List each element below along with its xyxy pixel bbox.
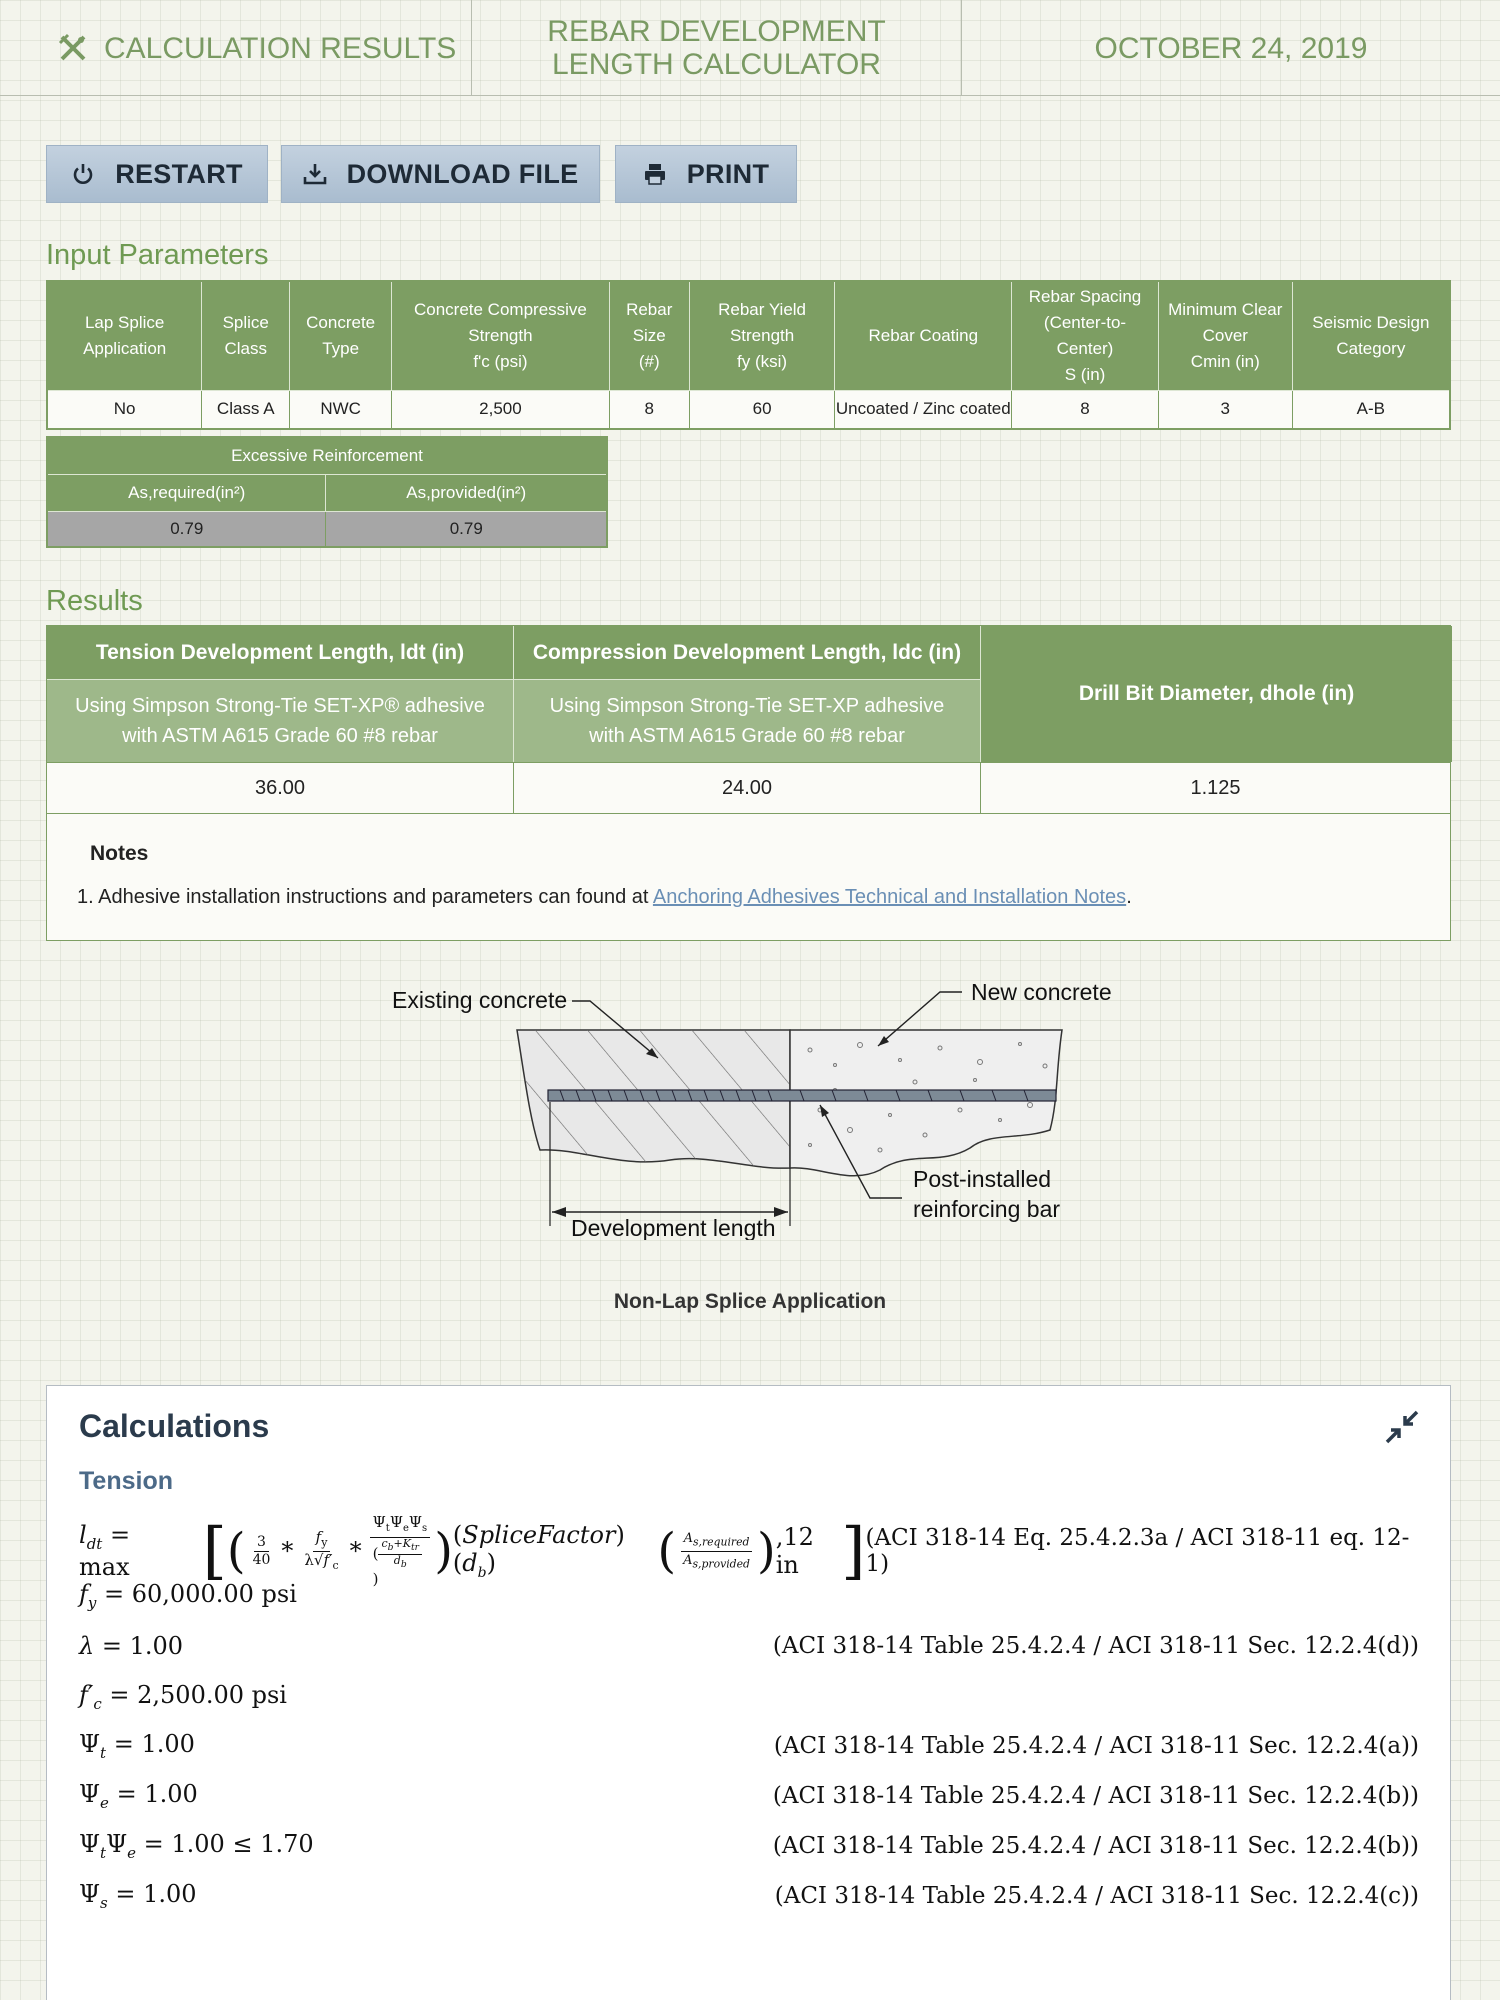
results-panel (46, 625, 1451, 941)
cell-splice-class: Class A (202, 391, 290, 429)
calc-row-psi-t: $\Psi_t = 1.00$ (ACI 318-14 Table 25.4.2.4 / ACI 318-11 Sec. 12.2.4(a)) (79, 1730, 1419, 1762)
cell-concrete-strength: 2,500 (392, 391, 610, 429)
calc-fc-value: 2,500.00 psi (137, 1681, 287, 1710)
existing-concrete-label: Existing concrete (392, 987, 568, 1013)
input-parameters-table (46, 280, 1451, 430)
calc-psi-s-value: 1.00 (143, 1880, 197, 1909)
calc-row-fy: $f_y = 60,000.00$ psi (79, 1580, 297, 1612)
table-row (47, 511, 607, 547)
calc-row-fc: $f'_c = 2,500.00$ psi (79, 1681, 287, 1713)
header-title-line2: LENGTH CALCULATOR (552, 48, 881, 81)
cell-rebar-coating: Uncoated / Zinc coated (835, 391, 1012, 429)
new-concrete-label: New concrete (971, 979, 1112, 1005)
calculations-subtitle: Tension (79, 1467, 173, 1495)
col-concrete-strength-label: Concrete Compressive Strength (413, 300, 587, 345)
col-as-provided: As,provided(in²) (326, 474, 607, 511)
main-equation-tail: ,12 in (775, 1523, 814, 1579)
col-seismic: Seismic Design Category (1292, 281, 1450, 391)
print-label: PRINT (686, 158, 770, 189)
calc-psi-t-value: 1.00 (141, 1730, 195, 1759)
restart-label: RESTART (115, 158, 243, 189)
new-concrete-block (790, 1030, 1062, 1176)
col-clear-cover-label: Minimum Clear Cover (1168, 300, 1283, 345)
input-parameters-title: Input Parameters (46, 239, 269, 271)
cell-rebar-size: 8 (609, 391, 689, 429)
col-rebar-size (609, 281, 689, 391)
calculations-title: Calculations (79, 1408, 270, 1444)
tension-header: Tension Development Length, ldt (in) (47, 626, 514, 679)
calc-row-lambda: λ = 1.00 (ACI 318-14 Table 25.4.2.4 / ACI 318-11 Sec. 12.2.4(d)) (79, 1632, 1419, 1660)
download-label: DOWNLOAD FILE (346, 158, 579, 189)
calc-psi-e-value: 1.00 (144, 1780, 198, 1809)
header-date: OCTOBER 24, 2019 (1094, 31, 1368, 65)
download-icon (303, 162, 327, 186)
cell-as-provided: 0.79 (326, 511, 607, 547)
col-rebar-spacing (1012, 281, 1159, 391)
header-section-label: CALCULATION RESULTS (104, 31, 457, 65)
calc-psi-e-ref: (ACI 318-14 Table 25.4.2.4 / ACI 318-11 Sec. 12.2.4(b)) (772, 1783, 1419, 1809)
calc-psi-te-ref: (ACI 318-14 Table 25.4.2.4 / ACI 318-11 Sec. 12.2.4(b)) (772, 1833, 1419, 1859)
col-yield-strength-label: Rebar Yield Strength (718, 300, 807, 345)
calc-row-psi-e: $\Psi_e = 1.00$ (ACI 318-14 Table 25.4.2.4 / ACI 318-11 Sec. 12.2.4(b)) (79, 1780, 1419, 1812)
header-section-cell (0, 0, 472, 96)
col-splice-class: Splice Class (202, 281, 290, 391)
page-header (0, 0, 1500, 96)
excessive-reinforcement-title: Excessive Reinforcement (47, 437, 607, 474)
col-as-required: As,required(in²) (47, 474, 326, 511)
calc-psi-s-ref: (ACI 318-14 Table 25.4.2.4 / ACI 318-11 Sec. 12.2.4(c)) (774, 1883, 1419, 1909)
col-clear-cover-symbol: Cmin (in) (1190, 352, 1260, 371)
calc-psi-t-ref: (ACI 318-14 Table 25.4.2.4 / ACI 318-11 Sec. 12.2.4(a)) (773, 1733, 1419, 1759)
excessive-reinforcement-table (46, 436, 608, 548)
col-concrete-type: Concrete Type (290, 281, 392, 391)
col-rebar-spacing-label: Rebar Spacing (Center-to-Center) (1028, 287, 1142, 358)
col-rebar-spacing-symbol: S (in) (1064, 365, 1106, 384)
col-yield-strength-symbol: fy (ksi) (737, 352, 788, 371)
development-length-label: Development length (571, 1215, 776, 1240)
drill-bit-header: Drill Bit Diameter, dhole (in) (981, 626, 1452, 762)
col-concrete-strength (392, 281, 610, 391)
tension-value: 36.00 (47, 762, 514, 814)
printer-icon (643, 162, 667, 186)
calc-lambda-ref: (ACI 318-14 Table 25.4.2.4 / ACI 318-11 Sec. 12.2.4(d)) (772, 1633, 1419, 1659)
tension-desc-line1: Using Simpson Strong-Tie SET-XP® adhesive (75, 695, 485, 717)
note-1-suffix: . (1126, 886, 1132, 908)
col-rebar-size-unit: (#) (638, 352, 660, 371)
compression-desc-line2: with ASTM A615 Grade 60 #8 rebar (589, 725, 905, 747)
cell-lap-splice: No (47, 391, 202, 429)
calculator-tools-icon (58, 33, 88, 63)
table-row (47, 391, 1450, 429)
col-clear-cover (1158, 281, 1292, 391)
calc-fy-value: 60,000.00 psi (131, 1580, 297, 1609)
restart-button[interactable] (46, 145, 268, 203)
anchoring-adhesives-link[interactable]: Anchoring Adhesives Technical and Installation Notes (652, 886, 1127, 908)
main-equation-ref: (ACI 318-14 Eq. 25.4.2.3a / ACI 318-11 eq. 12-1) (865, 1525, 1410, 1577)
tension-desc-line2: with ASTM A615 Grade 60 #8 rebar (122, 725, 438, 747)
download-file-button[interactable] (281, 145, 600, 203)
non-lap-splice-diagram (380, 970, 1120, 1240)
print-button[interactable] (615, 145, 797, 203)
main-equation: $l_{dt} = \max$ [ ( $\frac{3}{40}$ * $\frac{f_y}{\lambda√f'_c}$ * $\Psi_t\Psi_e\Psi_s$ ( $\frac{c_b+K_{tr}}{d_b}$ ) ) $(SpliceFactor)(d_b)$ ( $\frac{A_{s,required}}{A_{s,provided}}$ ) ,12 in ] (79, 1512, 866, 1589)
cell-rebar-spacing: 8 (1012, 391, 1159, 429)
calculations-panel (46, 1385, 1451, 2000)
drill-bit-value: 1.125 (981, 762, 1450, 814)
col-yield-strength (689, 281, 835, 391)
col-lap-splice: Lap Splice Application (47, 281, 202, 391)
results-title: Results (46, 585, 143, 617)
col-rebar-coating: Rebar Coating (835, 281, 1012, 391)
col-rebar-size-label: Rebar Size (626, 300, 673, 345)
calc-lambda-value: 1.00 (129, 1632, 184, 1660)
note-1 (77, 886, 1132, 909)
cell-clear-cover: 3 (1158, 391, 1292, 429)
compression-description (514, 679, 981, 762)
note-1-text: 1. Adhesive installation instructions and parameters can found at (77, 886, 653, 908)
compression-desc-line1: Using Simpson Strong-Tie SET-XP adhesive (549, 695, 945, 717)
notes-title: Notes (90, 842, 149, 865)
compression-header: Compression Development Length, ldc (in) (514, 626, 981, 679)
compression-value: 24.00 (514, 762, 981, 814)
collapse-icon[interactable] (1385, 1410, 1419, 1444)
header-title (472, 0, 962, 96)
calc-row-psi-s: $\Psi_s = 1.00$ (ACI 318-14 Table 25.4.2.4 / ACI 318-11 Sec. 12.2.4(c)) (79, 1880, 1419, 1912)
header-title-line1: REBAR DEVELOPMENT (547, 15, 886, 48)
calc-psi-te-value: 1.00 ≤ 1.70 (171, 1830, 314, 1859)
cell-yield-strength: 60 (689, 391, 835, 429)
cell-concrete-type: NWC (290, 391, 392, 429)
col-concrete-strength-symbol: f'c (psi) (473, 352, 528, 371)
figure-caption: Non-Lap Splice Application (613, 1290, 887, 1313)
bar-label-line1: Post-installed (913, 1166, 1052, 1192)
cell-seismic: A-B (1292, 391, 1450, 429)
cell-as-required: 0.79 (47, 511, 326, 547)
power-icon (71, 162, 95, 186)
tension-description (47, 679, 514, 762)
calc-row-psi-te: $\Psi_t\Psi_e = 1.00 \le 1.70$ (ACI 318-14 Table 25.4.2.4 / ACI 318-11 Sec. 12.2.4(b)) (79, 1830, 1419, 1862)
bar-label-line2: reinforcing bar (913, 1196, 1061, 1222)
